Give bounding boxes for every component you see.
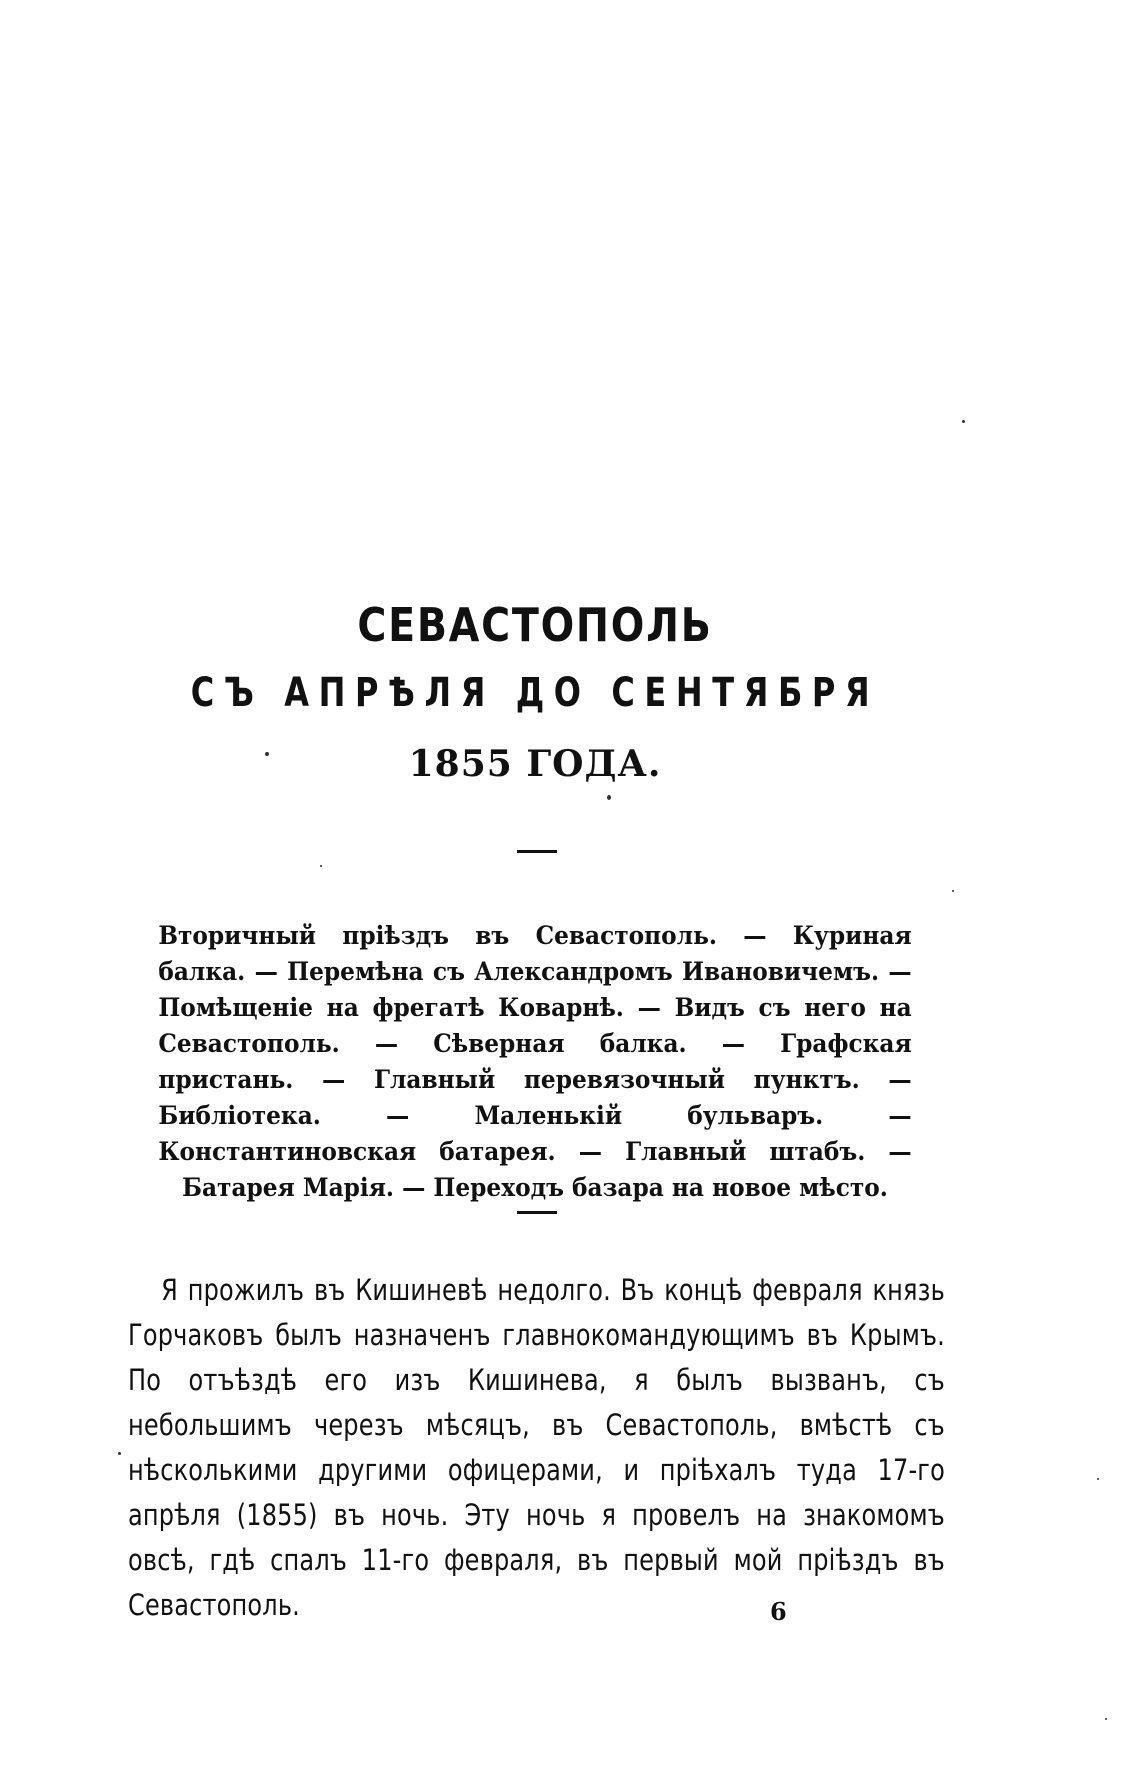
scan-speck (320, 865, 322, 867)
scan-speck (607, 795, 611, 800)
scan-speck (952, 890, 954, 892)
body-paragraph: Я прожилъ въ Кишиневѣ недолго. Въ концѣ февраля князь Горчаковъ былъ назначенъ главнокомандующимъ въ Крымъ. По отъѣздѣ его изъ Кишинева, я былъ вызванъ, съ небольшимъ черезъ мѣсяцъ, въ Севастополь, вмѣстѣ съ нѣсколькими другими офицерами, и пріѣхалъ туда 17-го апрѣля (1855) въ ночь. Эту ночь я провелъ на знакомомъ овсѣ, гдѣ спалъ 11-го февраля, въ первый мой пріѣздъ въ Севастополь. (128, 1273, 945, 1622)
scan-speck (1097, 1478, 1099, 1480)
section-divider-bottom (517, 1211, 557, 1214)
scan-speck (118, 1452, 121, 1455)
chapter-title: СЕВАСТОПОЛЬ (357, 598, 713, 652)
chapter-subtitle: СЪ АПРѢЛЯ ДО СЕНТЯБРЯ (190, 670, 880, 716)
scan-speck (1105, 1718, 1107, 1720)
scan-speck (962, 420, 965, 423)
chapter-year: 1855 ГОДА. (408, 743, 662, 785)
scan-speck (265, 752, 269, 756)
section-divider-top (517, 850, 557, 853)
chapter-summary: Вторичный пріѣздъ въ Севастополь. — Куриная балка. — Перемѣна съ Александромъ Ивановичемъ. — Помѣщеніе на фрегатѣ Коварнѣ. — Видъ съ него на Севастополь. — Сѣверная балка. — Графская пристань. — Главный перевязочный пунктъ. — Библіотека. — Маленькій бульваръ. — Константиновская батарея. — Главный штабъ. — Батарея Марія. — Переходъ базара на новое мѣсто. (158, 921, 912, 1202)
page-number: 6 (770, 1597, 787, 1626)
